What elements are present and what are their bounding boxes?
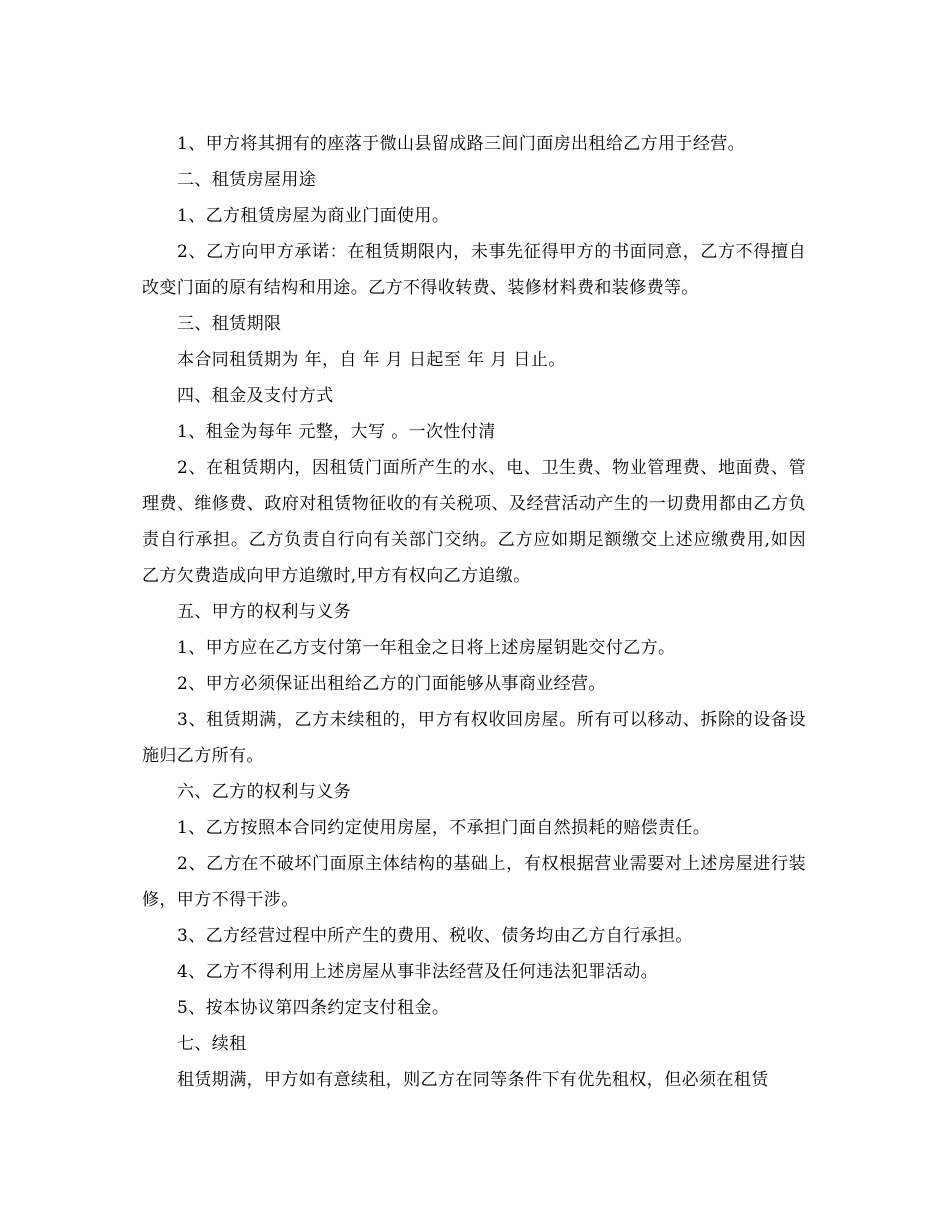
paragraph: 5、按本协议第四条约定支付租金。: [177, 998, 450, 1018]
document-body: [142, 126, 806, 1098]
paragraph: 3、乙方经营过程中所产生的费用、税收、债务均由乙方自行承担。: [177, 926, 693, 946]
paragraph: 1、乙方租赁房屋为商业门面使用。: [177, 206, 450, 226]
paragraph: 1、甲方将其拥有的座落于微山县留成路三间门面房出租给乙方用于经营。: [177, 134, 746, 154]
section-heading: 二、租赁房屋用途: [177, 170, 317, 190]
section-heading: 五、甲方的权利与义务: [177, 602, 351, 622]
paragraph: 4、乙方不得利用上述房屋从事非法经营及任何违法犯罪活动。: [177, 962, 659, 982]
paragraph: 2、乙方在不破坏门面原主体结构的基础上，有权根据营业需要对上述房屋进行装修，甲方不得干涉。: [142, 854, 806, 910]
paragraph: 2、乙方向甲方承诺：在租赁期限内，未事先征得甲方的书面同意，乙方不得擅自改变门面的原有结构和用途。乙方不得收转费、装修材料费和装修费等。: [142, 242, 806, 298]
paragraph: 1、乙方按照本合同约定使用房屋，不承担门面自然损耗的赔偿责任。: [177, 818, 711, 838]
paragraph: 本合同租赁期为 年，自 年 月 日起至 年 月 日止。: [177, 350, 566, 370]
paragraph: 3、租赁期满，乙方未续租的，甲方有权收回房屋。所有可以移动、拆除的设备设施归乙方所有。: [142, 710, 806, 766]
section-heading: 七、续租: [177, 1034, 247, 1054]
section-heading: 六、乙方的权利与义务: [177, 782, 351, 802]
section-heading: 三、租赁期限: [177, 314, 282, 334]
paragraph: 1、甲方应在乙方支付第一年租金之日将上述房屋钥匙交付乙方。: [177, 638, 676, 658]
paragraph: 2、甲方必须保证出租给乙方的门面能够从事商业经营。: [177, 674, 606, 694]
paragraph: 租赁期满，甲方如有意续租，则乙方在同等条件下有优先租权，但必须在租赁: [177, 1070, 769, 1090]
paragraph: 2、在租赁期内，因租赁门面所产生的水、电、卫生费、物业管理费、地面费、管理费、维修费、政府对租赁物征收的有关税项、及经营活动产生的一切费用都由乙方负责自行承担。乙方负责自行向有关部门交纳。乙方应如期足额缴交上述应缴费用,如因乙方欠费造成向甲方追缴时,甲方有权向乙方追缴。: [142, 458, 806, 586]
paragraph: 1、租金为每年 元整，大写 。一次性付清: [177, 422, 496, 442]
section-heading: 四、租金及支付方式: [177, 386, 334, 406]
